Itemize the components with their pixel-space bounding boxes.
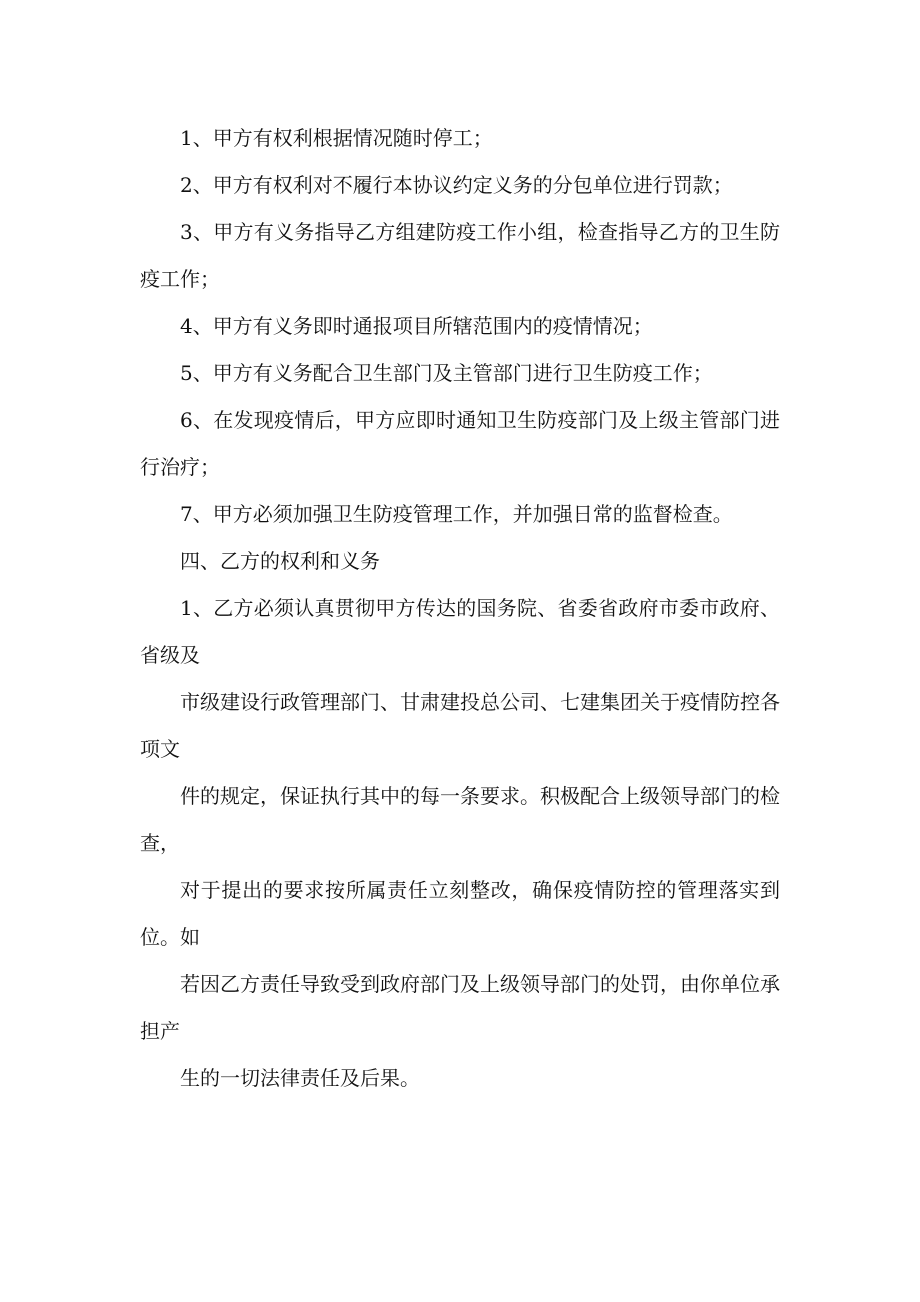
clause-a3: 3、甲方有义务指导乙方组建防疫工作小组，检查指导乙方的卫生防疫工作； (140, 220, 780, 291)
clause-a1: 1、甲方有权利根据情况随时停工； (180, 126, 493, 150)
clause-a2: 2、甲方有权利对不履行本协议约定义务的分包单位进行罚款； (180, 173, 733, 197)
clause-b1-line1: 1、乙方必须认真贯彻甲方传达的国务院、省委省政府市委市政府、省级及 (140, 596, 780, 667)
clause-b1-line2: 市级建设行政管理部门、甘肃建投总公司、七建集团关于疫情防控各项文 (140, 690, 780, 761)
clause-a7: 7、甲方必须加强卫生防疫管理工作，并加强日常的监督检查。 (180, 502, 733, 526)
clause-a4: 4、甲方有义务即时通报项目所辖范围内的疫情情况； (180, 314, 653, 338)
clause-b1-line5: 若因乙方责任导致受到政府部门及上级领导部门的处罚，由你单位承担产 (140, 972, 780, 1043)
clause-b1-line4: 对于提出的要求按所属责任立刻整改，确保疫情防控的管理落实到位。如 (140, 878, 780, 949)
clause-a6: 6、在发现疫情后，甲方应即时通知卫生防疫部门及上级主管部门进行治疗； (140, 408, 780, 479)
clause-a5: 5、甲方有义务配合卫生部门及主管部门进行卫生防疫工作； (180, 361, 713, 385)
section-heading: 四、乙方的权利和义务 (180, 549, 380, 573)
clause-b1-line6: 生的一切法律责任及后果。 (180, 1066, 420, 1090)
clause-b1-line3: 件的规定，保证执行其中的每一条要求。积极配合上级领导部门的检查， (140, 784, 780, 855)
document-body (140, 115, 780, 1102)
